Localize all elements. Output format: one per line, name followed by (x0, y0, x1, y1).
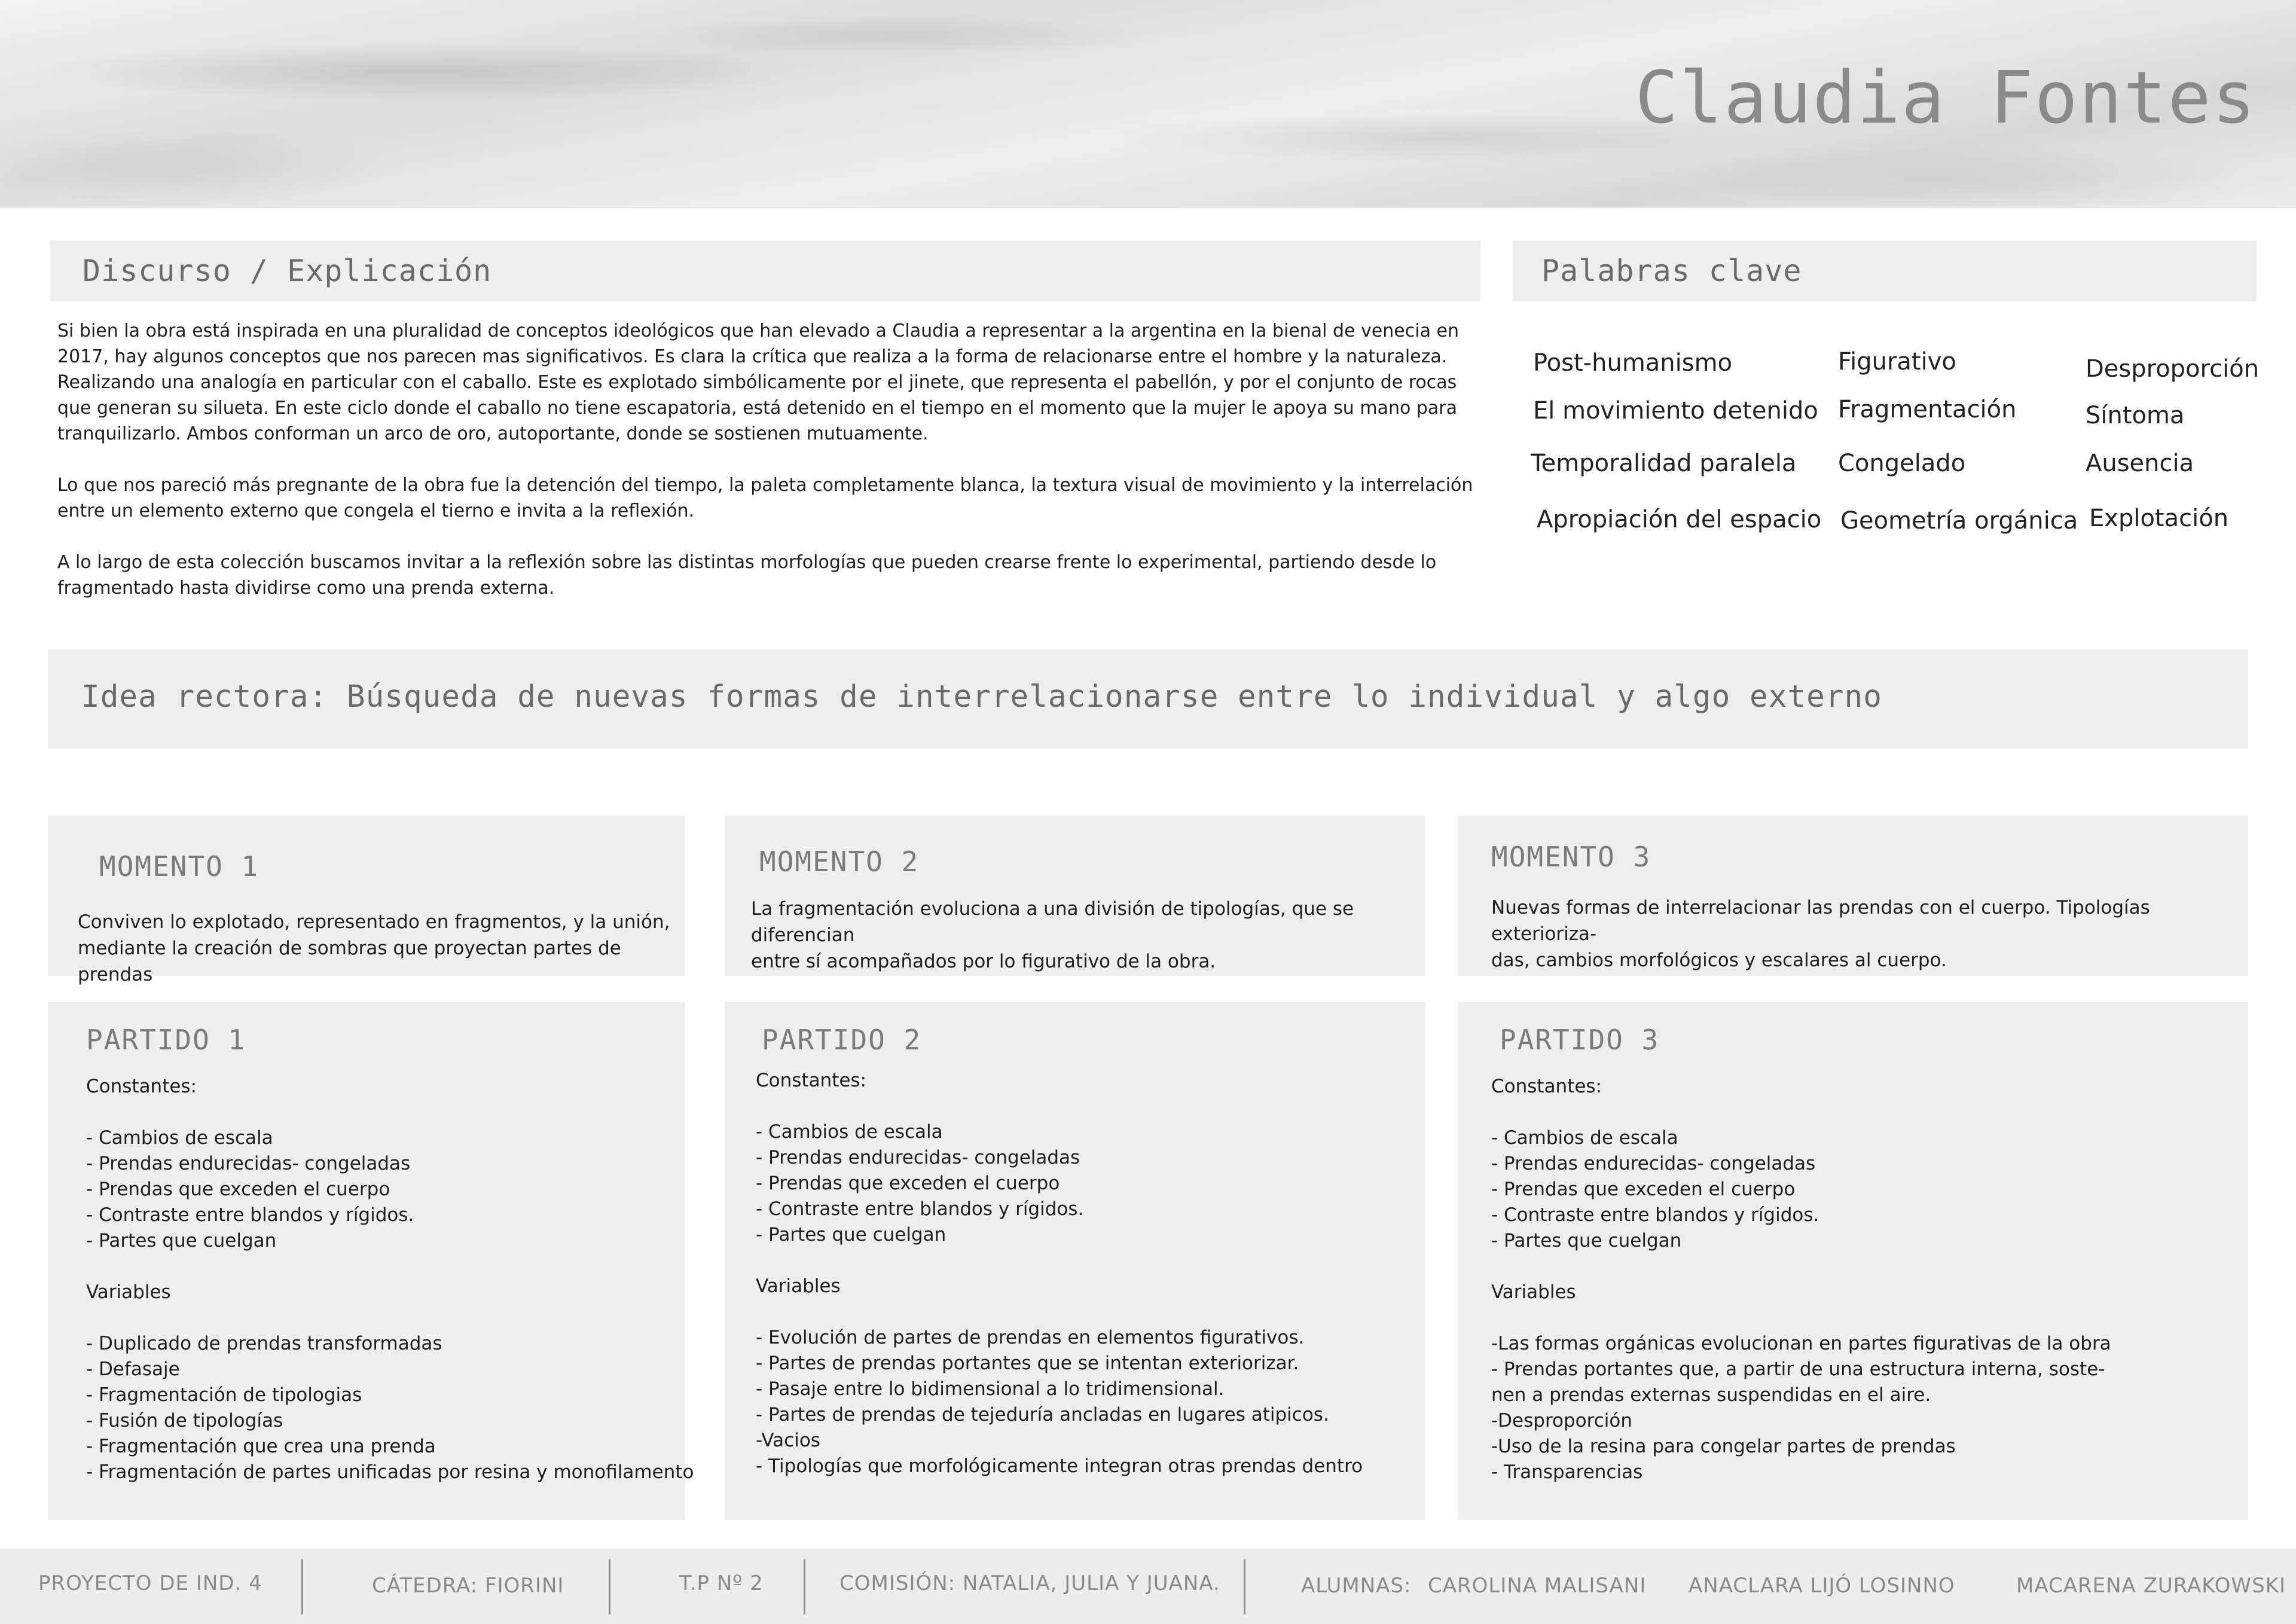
keyword: Figurativo (1838, 348, 1956, 376)
list-item: - Pasaje entre lo bidimensional a lo tridimensional. (756, 1378, 1225, 1400)
keyword: Temporalidad paralela (1531, 450, 1797, 477)
footer-catedra: CÁTEDRA: FIORINI (372, 1574, 564, 1598)
momento-box (1458, 816, 2248, 976)
idea-rectora-text: Idea rectora: Búsqueda de nuevas formas de interrelacionarse entre lo individual y algo externo (81, 679, 1882, 715)
list-item: - Contraste entre blandos y rígidos. (756, 1198, 1084, 1220)
partido-list (86, 1074, 694, 1485)
momento-line: Conviven lo explotado, representado en fragmentos, y la unión, (78, 911, 670, 933)
momento-text (1491, 895, 2245, 973)
list-item: - Fragmentación de partes unificadas por resina y monofilamento (86, 1461, 694, 1483)
list-item: - Prendas endurecidas- congeladas (86, 1153, 411, 1174)
momento-title: MOMENTO 2 (759, 845, 920, 878)
list-item: -Desproporción (1491, 1410, 1632, 1431)
keyword: Apropiación del espacio (1537, 506, 1822, 533)
discurso-paragraph: Lo que nos pareció más pregnante de la obra fue la detención del tiempo, la paleta completamente blanca, la textura visual de movimiento y la interrelación entre un elemento externo que congela el tierno e invita a la reflexión. (57, 475, 1473, 521)
discurso-paragraph: Si bien la obra está inspirada en una pluralidad de conceptos ideológicos que han elevado a Claudia a representar a la argentina en la bienal de venecia en 2017, hay algunos conceptos que nos parecen mas significativos. Es clara la crítica que realiza a la forma de relacionarse entre el hombre y la naturaleza. Realizando una analogía en particular con el caballo. Este es explotado simbólicamente por el jinete, que representa el pabellón, y por el conjunto de rocas que generan su silueta. En este ciclo donde el caballo no tiene escapatoria, está detenido en el tiempo en el momento que la mujer le apoya su mano para tranquilizarlo. Ambos conforman un arco de oro, autoportante, donde se sostienen mutuamente. (57, 320, 1459, 444)
footer-alumna: CAROLINA MALISANI (1428, 1574, 1647, 1598)
list-item: - Prendas endurecidas- congeladas (756, 1147, 1080, 1168)
page-title: Claudia Fontes (1635, 57, 2257, 140)
momento-line: mediante la creación de sombras que proyectan partes de prendas (78, 938, 621, 985)
variables-label: Variables (756, 1275, 841, 1297)
list-item: - Cambios de escala (1491, 1127, 1678, 1149)
footer-proyecto: PROYECTO DE IND. 4 (38, 1571, 262, 1595)
momento-line: entre sí acompañados por lo figurativo de la obra. (751, 951, 1216, 972)
list-item: - Transparencias (1491, 1461, 1643, 1483)
footer-tp: T.P Nº 2 (679, 1571, 764, 1595)
list-item: - Partes que cuelgan (1491, 1230, 1682, 1251)
list-item: - Fusión de tipologías (86, 1410, 283, 1431)
partido-title: PARTIDO 3 (1500, 1024, 1660, 1056)
list-item: - Partes que cuelgan (86, 1230, 277, 1251)
footer-divider (609, 1559, 610, 1614)
footer-divider (804, 1559, 805, 1614)
partido-box (1458, 1002, 2248, 1520)
list-item: - Prendas endurecidas- congeladas (1491, 1153, 1816, 1174)
palabras-title-bar (1513, 240, 2257, 301)
constantes-label: Constantes: (86, 1076, 197, 1097)
footer-alumnas-label: ALUMNAS: (1301, 1574, 1412, 1598)
list-item: - Prendas que exceden el cuerpo (86, 1179, 390, 1200)
momento-box (725, 816, 1425, 976)
keyword: Síntoma (2086, 402, 2185, 429)
list-item: - Duplicado de prendas transformadas (86, 1333, 442, 1354)
footer-bar (0, 1549, 2296, 1624)
keyword: Ausencia (2086, 450, 2194, 477)
momento-title: MOMENTO 3 (1491, 841, 1651, 873)
list-item: - Cambios de escala (756, 1121, 943, 1143)
constantes-label: Constantes: (1491, 1076, 1602, 1097)
keyword: Geometría orgánica (1840, 507, 2078, 535)
list-item: - Prendas que exceden el cuerpo (756, 1173, 1060, 1194)
discurso-body (57, 318, 1486, 601)
list-item: - Prendas portantes que, a partir de una estructura interna, soste- (1491, 1359, 2105, 1380)
partido-list (756, 1068, 1363, 1479)
discurso-title: Discurso / Explicación (83, 254, 492, 288)
footer-alumna: MACARENA ZURAKOWSKI (2016, 1574, 2286, 1598)
momento-line: La fragmentación evoluciona a una división de tipologías, que se diferencian (751, 898, 1354, 946)
list-item: - Fragmentación que crea una prenda (86, 1436, 436, 1457)
keyword: Post-humanismo (1533, 349, 1733, 377)
list-item: - Contraste entre blandos y rígidos. (1491, 1204, 1819, 1226)
list-item: - Partes de prendas portantes que se intentan exteriorizar. (756, 1353, 1299, 1374)
partido-box (48, 1002, 694, 1520)
keyword: Congelado (1838, 450, 1966, 477)
footer-comision: COMISIÓN: NATALIA, JULIA Y JUANA. (839, 1571, 1220, 1595)
keyword: El movimiento detenido (1533, 397, 1818, 425)
idea-rectora-bar (48, 649, 2248, 749)
discurso-paragraph: A lo largo de esta colección buscamos invitar a la reflexión sobre las distintas morfologías que pueden crearse frente lo experimental, partiendo desde lo fragmentado hasta dividirse como una prenda externa. (57, 552, 1437, 599)
momento-text (751, 896, 1421, 975)
partido-title: PARTIDO 2 (762, 1024, 922, 1056)
palabras-title: Palabras clave (1541, 254, 1802, 288)
momento-box (48, 816, 685, 985)
discurso-title-bar (50, 240, 1480, 301)
list-item: -Uso de la resina para congelar partes de prendas (1491, 1436, 1956, 1457)
footer-alumna: ANACLARA LIJÓ LOSINNO (1689, 1574, 1955, 1598)
list-item: - Contraste entre blandos y rígidos. (86, 1204, 414, 1226)
constantes-label: Constantes: (756, 1070, 867, 1091)
keyword: Explotación (2089, 505, 2229, 532)
partido-list (1491, 1074, 2111, 1485)
list-item: - Partes que cuelgan (756, 1224, 947, 1246)
list-item: - Defasaje (86, 1359, 180, 1380)
momento-text (78, 909, 682, 988)
keyword: Fragmentación (1838, 396, 2017, 423)
footer-divider (1244, 1559, 1245, 1614)
list-item: - Evolución de partes de prendas en elementos figurativos. (756, 1327, 1305, 1348)
partido-box (725, 1002, 1425, 1520)
footer-divider (301, 1559, 303, 1614)
list-item: - Prendas que exceden el cuerpo (1491, 1179, 1796, 1200)
keyword: Desproporción (2086, 355, 2260, 383)
list-item: - Tipologías que morfológicamente integran otras prendas dentro (756, 1455, 1363, 1477)
header-banner (0, 0, 2296, 207)
list-item: - Partes de prendas de tejeduría ancladas en lugares atipicos. (756, 1404, 1329, 1425)
list-item: nen a prendas externas suspendidas en el aire. (1491, 1384, 1931, 1406)
momento-line: Nuevas formas de interrelacionar las prendas con el cuerpo. Tipologías exterioriza- (1491, 897, 2150, 945)
variables-label: Variables (86, 1281, 171, 1303)
list-item: - Fragmentación de tipologias (86, 1384, 362, 1406)
momento-title: MOMENTO 1 (99, 850, 259, 883)
variables-label: Variables (1491, 1281, 1576, 1303)
list-item: -Vacios (756, 1430, 820, 1451)
list-item: - Cambios de escala (86, 1127, 273, 1149)
partido-title: PARTIDO 1 (86, 1024, 246, 1056)
list-item: -Las formas orgánicas evolucionan en partes figurativas de la obra (1491, 1333, 2111, 1354)
momento-line: das, cambios morfológicos y escalares al cuerpo. (1491, 950, 1947, 971)
